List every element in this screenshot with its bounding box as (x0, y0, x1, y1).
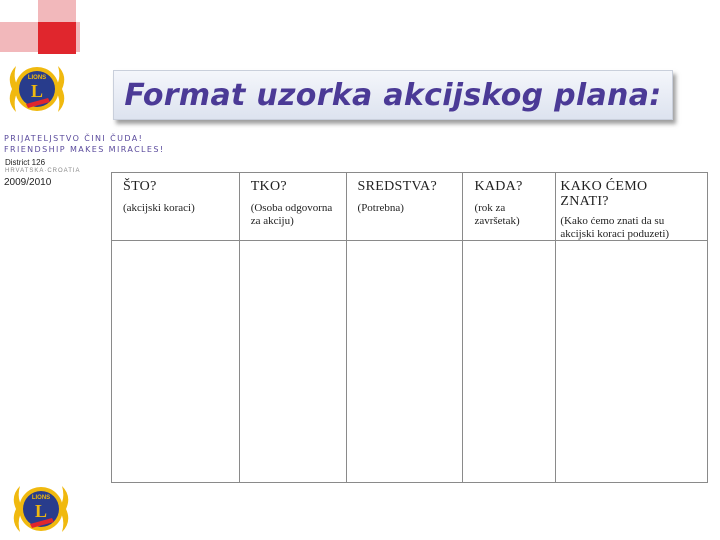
lions-logo-icon (10, 478, 72, 540)
column-title: ŠTO? (123, 179, 157, 194)
column-title: KADA? (474, 179, 523, 194)
column-header-when (463, 173, 556, 241)
table-cell-when[interactable] (463, 241, 556, 483)
column-header-how-know (556, 173, 708, 241)
svg-text:LIONS: LIONS (31, 495, 51, 501)
column-subtitle: (akcijski koraci) (123, 202, 195, 214)
column-header-who (239, 173, 346, 241)
column-title: SREDSTVA? (357, 179, 437, 194)
motto-english: FRIENDSHIP MAKES MIRACLES! (4, 145, 165, 154)
action-plan-table (111, 172, 708, 483)
table-cell-what[interactable] (112, 241, 240, 483)
title-banner (113, 70, 673, 120)
page-title: Format uzorka akcijskog plana: (124, 77, 662, 113)
svg-text:LIONS: LIONS (27, 75, 47, 81)
column-header-what (112, 173, 240, 241)
column-title: KAKO ĆEMO ZNATI? (560, 179, 648, 209)
year-label: 2009/2010 (4, 177, 52, 188)
svg-text:L: L (30, 81, 44, 101)
district-label: District 126 (5, 158, 46, 167)
table-cell-who[interactable] (239, 241, 346, 483)
table-cell-resources[interactable] (346, 241, 463, 483)
column-subtitle: (Osoba odgovorna za akciju) (250, 202, 333, 227)
column-title: TKO? (250, 179, 287, 194)
column-subtitle: (rok za završetak) (474, 202, 520, 227)
column-header-resources (346, 173, 463, 241)
motto (4, 133, 164, 155)
croatian-checker-icon (0, 0, 80, 60)
column-subtitle: (Potrebna) (357, 202, 404, 214)
table-header-row (112, 173, 708, 241)
column-subtitle: (Kako ćemo znati da su akcijski koraci poduzeti) (560, 215, 670, 240)
svg-text:L: L (34, 501, 48, 521)
motto-croatian: PRIJATELJSTVO ČINI ČUDA! (4, 134, 144, 143)
district-country: HRVATSKA·CROATIA (5, 168, 81, 174)
table-row (112, 241, 708, 483)
lions-logo-icon (6, 58, 68, 120)
table-cell-how-know[interactable] (556, 241, 708, 483)
